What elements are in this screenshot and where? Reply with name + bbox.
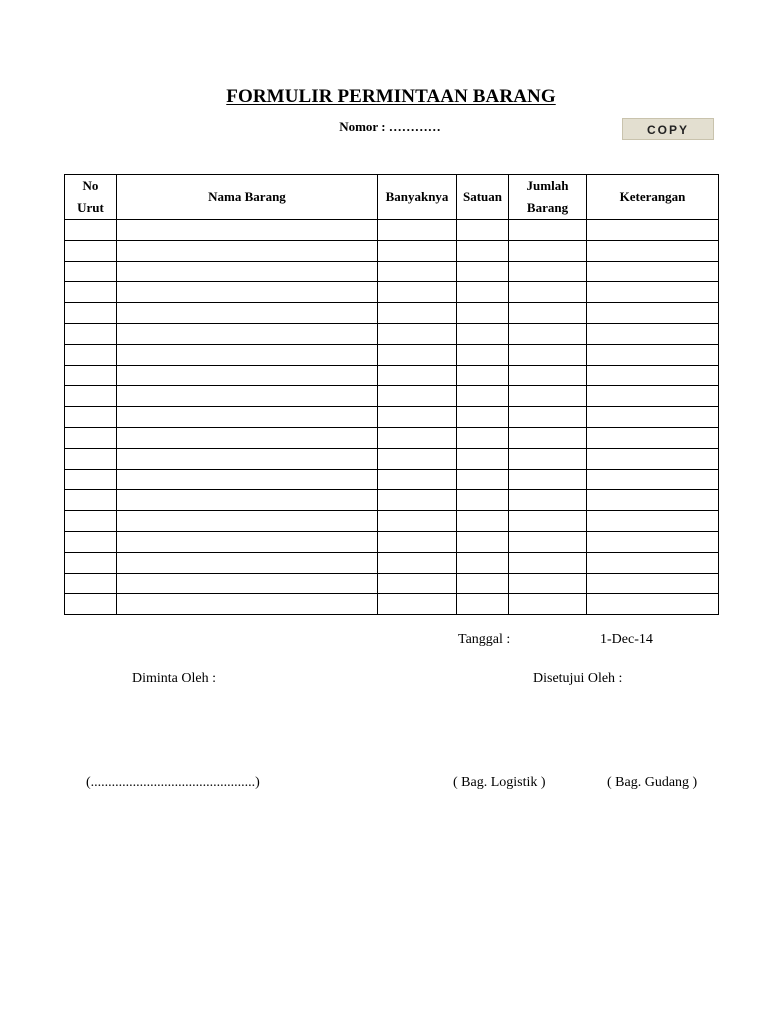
logistics-signature-label: ( Bag. Logistik ) xyxy=(453,775,546,790)
cell-nama-barang xyxy=(117,365,378,386)
table-row xyxy=(65,448,719,469)
table-row xyxy=(65,240,719,261)
cell-no-urut xyxy=(65,469,117,490)
table-row xyxy=(65,469,719,490)
header-jumlah-barang xyxy=(509,175,587,220)
cell-nama-barang xyxy=(117,448,378,469)
cell-banyaknya xyxy=(378,240,457,261)
cell-nama-barang xyxy=(117,531,378,552)
cell-keterangan xyxy=(587,531,719,552)
header-banyaknya: Banyaknya xyxy=(378,175,457,220)
requester-signature-line: (...............................................) xyxy=(86,775,260,790)
table-row xyxy=(65,531,719,552)
cell-nama-barang xyxy=(117,323,378,344)
cell-satuan xyxy=(457,240,509,261)
cell-jumlah-barang xyxy=(509,594,587,615)
cell-banyaknya xyxy=(378,594,457,615)
cell-nama-barang xyxy=(117,240,378,261)
cell-banyaknya xyxy=(378,344,457,365)
table-row xyxy=(65,594,719,615)
cell-no-urut xyxy=(65,594,117,615)
cell-banyaknya xyxy=(378,511,457,532)
cell-keterangan xyxy=(587,573,719,594)
cell-banyaknya xyxy=(378,552,457,573)
header-keterangan: Keterangan xyxy=(587,175,719,220)
cell-satuan xyxy=(457,552,509,573)
request-items-table xyxy=(64,174,719,615)
cell-satuan xyxy=(457,573,509,594)
cell-jumlah-barang xyxy=(509,240,587,261)
cell-satuan xyxy=(457,490,509,511)
cell-satuan xyxy=(457,386,509,407)
cell-satuan xyxy=(457,282,509,303)
cell-satuan xyxy=(457,448,509,469)
cell-banyaknya xyxy=(378,407,457,428)
cell-nama-barang xyxy=(117,552,378,573)
cell-jumlah-barang xyxy=(509,303,587,324)
cell-jumlah-barang xyxy=(509,427,587,448)
cell-nama-barang xyxy=(117,573,378,594)
warehouse-signature-label: ( Bag. Gudang ) xyxy=(607,775,698,790)
cell-satuan xyxy=(457,220,509,241)
cell-banyaknya xyxy=(378,490,457,511)
header-no-urut-line2: Urut xyxy=(77,200,104,215)
cell-keterangan xyxy=(587,344,719,365)
cell-banyaknya xyxy=(378,469,457,490)
table-row xyxy=(65,427,719,448)
header-satuan: Satuan xyxy=(457,175,509,220)
header-no-urut xyxy=(65,175,117,220)
cell-no-urut xyxy=(65,386,117,407)
cell-jumlah-barang xyxy=(509,407,587,428)
header-jumlah-line2: Barang xyxy=(526,200,569,215)
table-row xyxy=(65,282,719,303)
cell-keterangan xyxy=(587,282,719,303)
cell-satuan xyxy=(457,531,509,552)
cell-banyaknya xyxy=(378,303,457,324)
cell-keterangan xyxy=(587,386,719,407)
cell-keterangan xyxy=(587,240,719,261)
cell-satuan xyxy=(457,511,509,532)
form-number: Nomor : ………… xyxy=(339,119,441,134)
cell-keterangan xyxy=(587,407,719,428)
table-row xyxy=(65,573,719,594)
cell-nama-barang xyxy=(117,303,378,324)
cell-keterangan xyxy=(587,511,719,532)
cell-jumlah-barang xyxy=(509,531,587,552)
cell-jumlah-barang xyxy=(509,552,587,573)
cell-no-urut xyxy=(65,407,117,428)
cell-jumlah-barang xyxy=(509,220,587,241)
date-value: 1-Dec-14 xyxy=(600,632,653,647)
cell-nama-barang xyxy=(117,511,378,532)
cell-jumlah-barang xyxy=(509,511,587,532)
table-row xyxy=(65,344,719,365)
table-row xyxy=(65,220,719,241)
header-no-urut-line1: No xyxy=(82,178,99,193)
cell-banyaknya xyxy=(378,386,457,407)
cell-nama-barang xyxy=(117,386,378,407)
cell-keterangan xyxy=(587,303,719,324)
table-header-row xyxy=(65,175,719,220)
cell-satuan xyxy=(457,407,509,428)
cell-banyaknya xyxy=(378,365,457,386)
cell-banyaknya xyxy=(378,323,457,344)
cell-satuan xyxy=(457,303,509,324)
table-row xyxy=(65,261,719,282)
cell-nama-barang xyxy=(117,407,378,428)
requested-by-label: Diminta Oleh : xyxy=(132,671,216,686)
cell-nama-barang xyxy=(117,261,378,282)
cell-satuan xyxy=(457,469,509,490)
cell-nama-barang xyxy=(117,490,378,511)
cell-no-urut xyxy=(65,427,117,448)
cell-keterangan xyxy=(587,365,719,386)
table-body xyxy=(65,220,719,615)
header-nama-barang: Nama Barang xyxy=(117,175,378,220)
cell-jumlah-barang xyxy=(509,469,587,490)
cell-satuan xyxy=(457,365,509,386)
cell-keterangan xyxy=(587,220,719,241)
cell-banyaknya xyxy=(378,261,457,282)
cell-banyaknya xyxy=(378,427,457,448)
cell-no-urut xyxy=(65,323,117,344)
cell-banyaknya xyxy=(378,448,457,469)
copy-badge: COPY xyxy=(622,118,714,140)
cell-banyaknya xyxy=(378,282,457,303)
cell-keterangan xyxy=(587,552,719,573)
cell-no-urut xyxy=(65,552,117,573)
cell-no-urut xyxy=(65,344,117,365)
table-row xyxy=(65,323,719,344)
cell-banyaknya xyxy=(378,573,457,594)
form-title: FORMULIR PERMINTAAN BARANG xyxy=(226,86,556,107)
cell-no-urut xyxy=(65,531,117,552)
cell-keterangan xyxy=(587,427,719,448)
cell-jumlah-barang xyxy=(509,573,587,594)
cell-no-urut xyxy=(65,490,117,511)
cell-satuan xyxy=(457,344,509,365)
cell-jumlah-barang xyxy=(509,344,587,365)
table-row xyxy=(65,511,719,532)
cell-satuan xyxy=(457,594,509,615)
cell-no-urut xyxy=(65,448,117,469)
cell-no-urut xyxy=(65,573,117,594)
cell-jumlah-barang xyxy=(509,448,587,469)
cell-keterangan xyxy=(587,448,719,469)
cell-jumlah-barang xyxy=(509,365,587,386)
cell-nama-barang xyxy=(117,427,378,448)
cell-banyaknya xyxy=(378,531,457,552)
cell-no-urut xyxy=(65,303,117,324)
cell-no-urut xyxy=(65,240,117,261)
cell-keterangan xyxy=(587,323,719,344)
cell-satuan xyxy=(457,427,509,448)
cell-nama-barang xyxy=(117,344,378,365)
cell-nama-barang xyxy=(117,282,378,303)
cell-nama-barang xyxy=(117,220,378,241)
table-row xyxy=(65,552,719,573)
cell-keterangan xyxy=(587,469,719,490)
cell-no-urut xyxy=(65,261,117,282)
approved-by-label: Disetujui Oleh : xyxy=(533,671,623,686)
cell-no-urut xyxy=(65,511,117,532)
cell-satuan xyxy=(457,261,509,282)
cell-jumlah-barang xyxy=(509,282,587,303)
table-row xyxy=(65,490,719,511)
cell-nama-barang xyxy=(117,594,378,615)
cell-jumlah-barang xyxy=(509,386,587,407)
cell-satuan xyxy=(457,323,509,344)
cell-keterangan xyxy=(587,490,719,511)
cell-keterangan xyxy=(587,261,719,282)
cell-jumlah-barang xyxy=(509,261,587,282)
cell-banyaknya xyxy=(378,220,457,241)
cell-no-urut xyxy=(65,220,117,241)
cell-jumlah-barang xyxy=(509,490,587,511)
table-row xyxy=(65,386,719,407)
table-row xyxy=(65,407,719,428)
cell-keterangan xyxy=(587,594,719,615)
table-row xyxy=(65,303,719,324)
cell-no-urut xyxy=(65,282,117,303)
table-row xyxy=(65,365,719,386)
cell-no-urut xyxy=(65,365,117,386)
header-jumlah-line1: Jumlah xyxy=(526,178,569,193)
date-label: Tanggal : xyxy=(458,632,511,647)
cell-jumlah-barang xyxy=(509,323,587,344)
cell-nama-barang xyxy=(117,469,378,490)
